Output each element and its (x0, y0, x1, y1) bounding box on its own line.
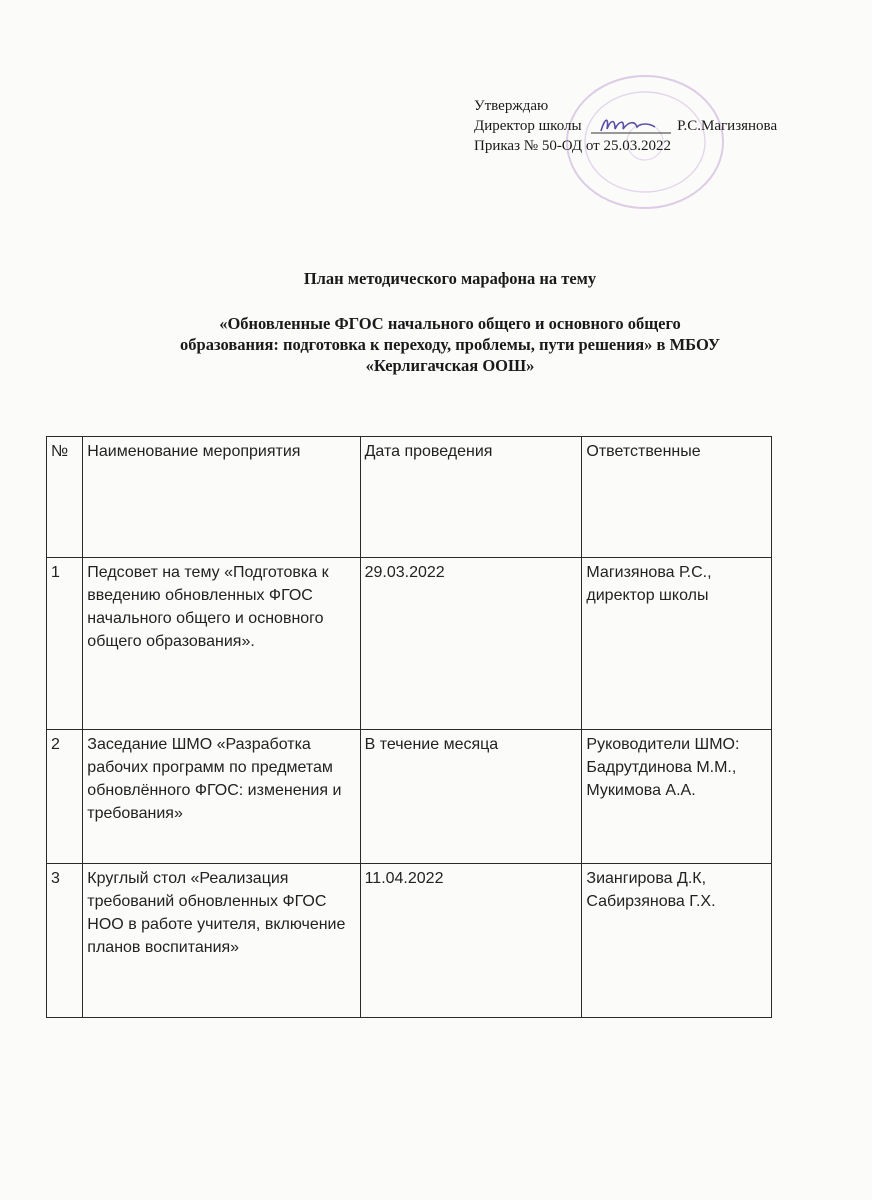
header-number: № (47, 437, 83, 558)
document-title (120, 268, 780, 289)
header-event-name: Наименование мероприятия (83, 437, 360, 558)
row-date: 11.04.2022 (360, 864, 582, 1018)
title-line-1: План методического марафона на тему (303, 269, 597, 288)
title-line-4: «Керлигачская ООШ» (365, 356, 535, 375)
row-event-name: Педсовет на тему «Подготовка к введению обновленных ФГОС начального общего и основного общего образования». (83, 558, 360, 730)
approval-block (474, 96, 777, 156)
approval-director-line (474, 116, 777, 136)
events-table (46, 436, 772, 1018)
director-name: Р.С.Магизянова (677, 118, 778, 134)
row-event-name: Круглый стол «Реализация требований обновленных ФГОС НОО в работе учителя, включение планов воспитания» (83, 864, 360, 1018)
row-responsible: Зиангирова Д.К, Сабирзянова Г.Х. (582, 864, 772, 1018)
row-number: 3 (47, 864, 83, 1018)
director-signature (585, 119, 673, 135)
table-row (47, 730, 772, 864)
row-event-name: Заседание ШМО «Разработка рабочих программ по предметам обновлённого ФГОС: изменения и требования» (83, 730, 360, 864)
header-date: Дата проведения (360, 437, 582, 558)
row-number: 1 (47, 558, 83, 730)
header-responsible: Ответственные (582, 437, 772, 558)
row-date: 29.03.2022 (360, 558, 582, 730)
row-number: 2 (47, 730, 83, 864)
table-header-row (47, 437, 772, 558)
title-line-2: «Обновленные ФГОС начального общего и основного общего (219, 314, 681, 333)
table-row (47, 558, 772, 730)
approval-title: Утверждаю (474, 98, 549, 114)
approval-order: Приказ № 50-ОД от 25.03.2022 (474, 138, 671, 154)
title-line-3: образования: подготовка к переходу, проблемы, пути решения» в МБОУ (180, 335, 720, 354)
director-label: Директор школы (474, 118, 582, 134)
row-responsible: Магизянова Р.С., директор школы (582, 558, 772, 730)
row-date: В течение месяца (360, 730, 582, 864)
table-row (47, 864, 772, 1018)
document-subtitle (120, 313, 780, 376)
row-responsible: Руководители ШМО: Бадрутдинова М.М., Мукимова А.А. (582, 730, 772, 864)
